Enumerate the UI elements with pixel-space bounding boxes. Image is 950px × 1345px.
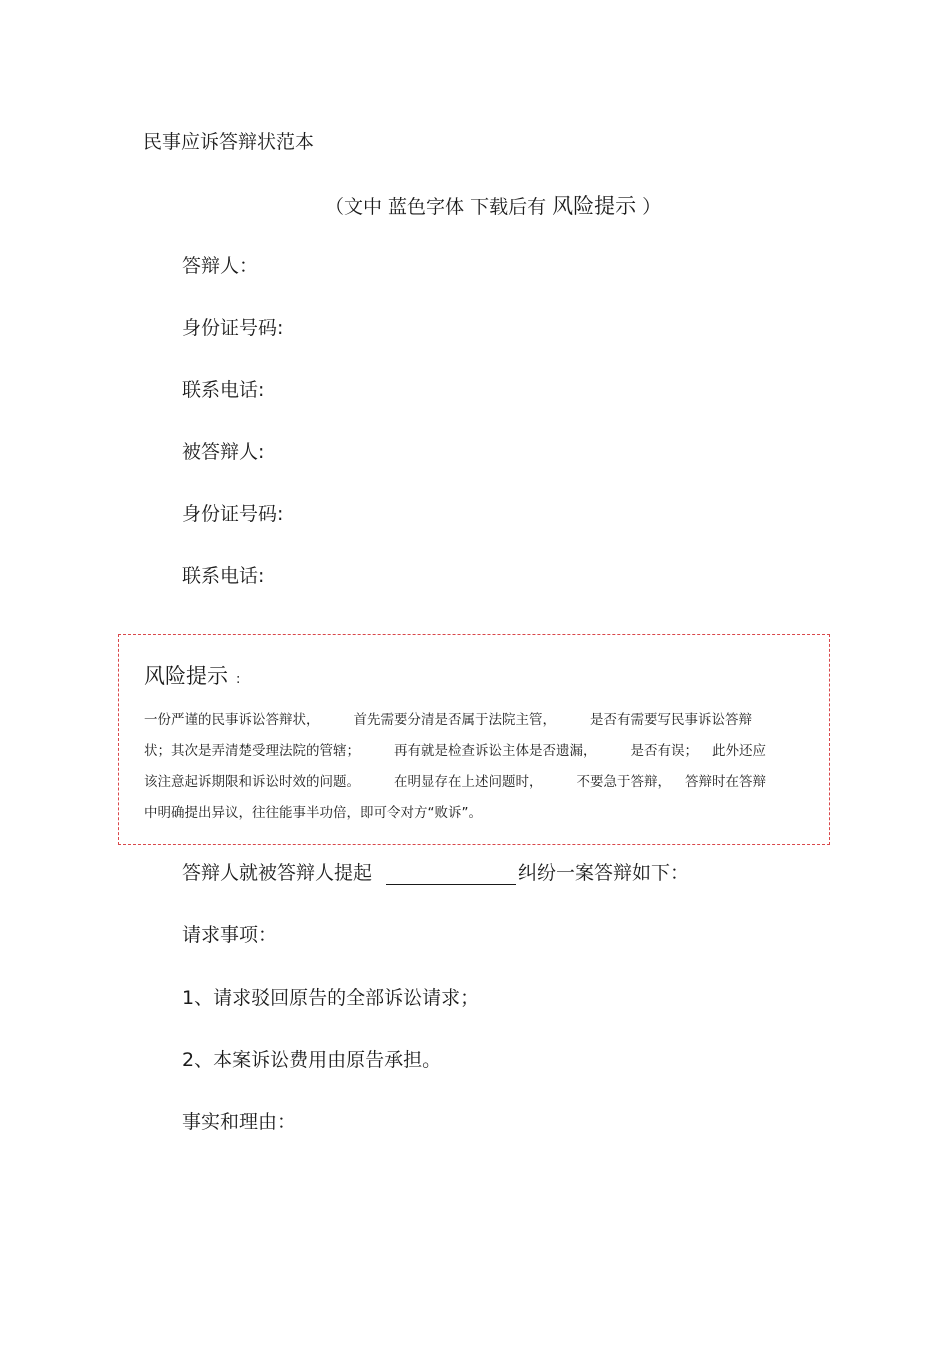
risk-segment: 中明确提出异议，往往能事半功倍，即可令对方“败诉”。 (144, 805, 482, 821)
statement-after: 纠纷一案答辩如下： (518, 862, 690, 884)
notice-close: ） (636, 196, 662, 218)
request-heading: 请求事项： (182, 924, 278, 946)
request-item-2: 2、本案诉讼费用由原告承担。 (182, 1049, 442, 1071)
notice-open: （文中 蓝色字体 下载后有 (325, 196, 553, 218)
risk-segment: 该注意起诉期限和诉讼时效的问题。 (144, 774, 360, 790)
respondent-label: 答辩人： (182, 255, 259, 277)
risk-segment: 是否有需要写民事诉讼答辩 (590, 712, 752, 728)
risk-segment: 在明显存在上述问题时， (394, 774, 543, 790)
download-notice (325, 193, 661, 220)
respondent-phone-label: 联系电话: (182, 379, 265, 401)
respondent-id-label: 身份证号码: (182, 317, 284, 339)
risk-title-text: 风险提示 (144, 664, 228, 688)
risk-segment: 是否有误； (630, 743, 698, 759)
risk-segment: 再有就是检查诉讼主体是否遗漏， (394, 743, 597, 759)
risk-segment: 不要急于答辩， (576, 774, 671, 790)
risk-segment: 此外还应 (712, 743, 766, 759)
statement-line (182, 861, 689, 885)
risk-title-colon: : (236, 672, 241, 687)
risk-line (144, 736, 809, 767)
risk-line (144, 705, 809, 736)
risk-segment: 首先需要分清是否属于法院主管， (353, 712, 556, 728)
risk-title (144, 663, 240, 693)
counterparty-phone-label: 联系电话: (182, 565, 265, 587)
risk-line (144, 767, 809, 798)
facts-heading: 事实和理由： (182, 1111, 297, 1133)
request-item-1: 1、请求驳回原告的全部诉讼请求； (182, 987, 480, 1009)
risk-body (144, 705, 809, 829)
dispute-blank (386, 866, 516, 885)
risk-segment: 答辩时在答辩 (685, 774, 766, 790)
statement-before: 答辩人就被答辩人提起 (182, 862, 373, 884)
risk-segment: 状；其次是弄清楚受理法院的管辖； (144, 743, 360, 759)
notice-emphasis: 风险提示 (552, 194, 637, 218)
risk-notice-box (118, 634, 830, 845)
counterparty-label: 被答辩人: (182, 441, 265, 463)
counterparty-id-label: 身份证号码: (182, 503, 284, 525)
document-title: 民事应诉答辩状范本 (143, 131, 315, 153)
risk-line (144, 798, 809, 829)
risk-segment: 一份严谨的民事诉讼答辩状， (144, 712, 320, 728)
